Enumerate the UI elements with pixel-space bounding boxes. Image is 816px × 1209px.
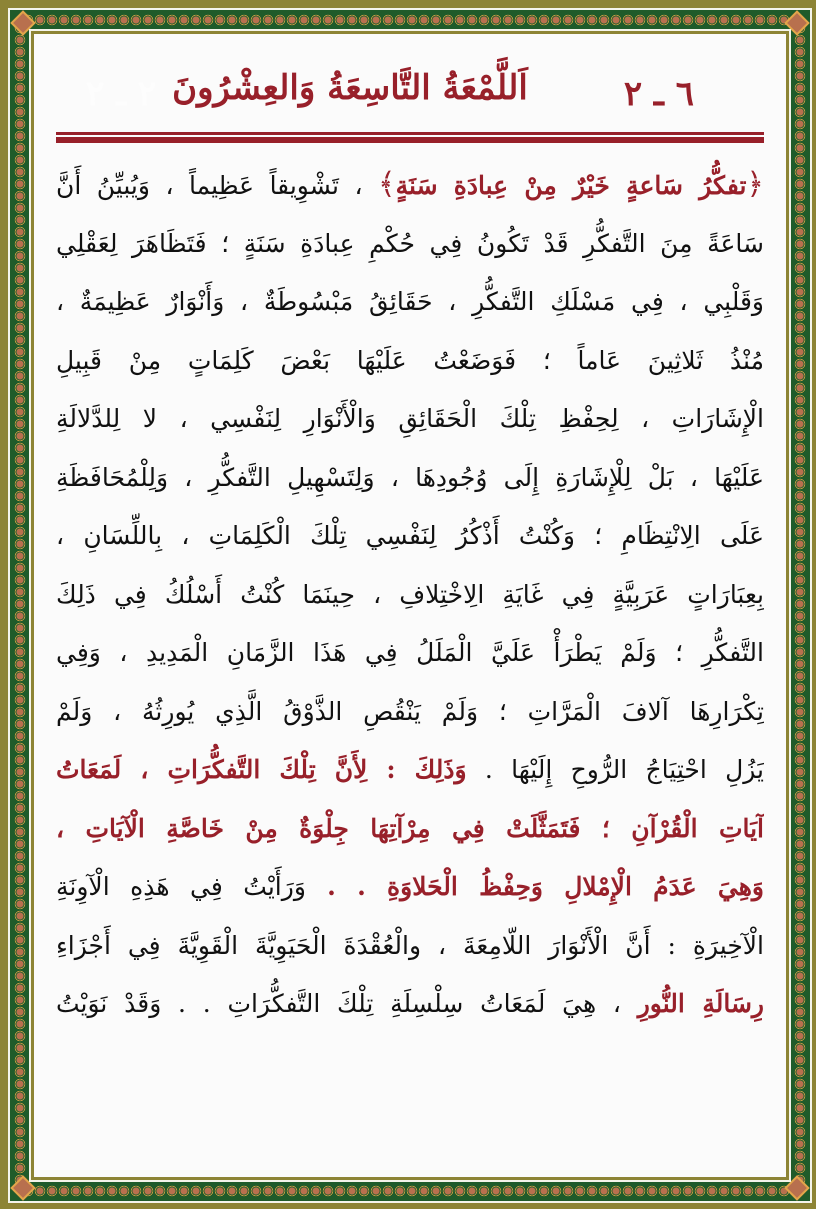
text-segment: الْإِشَارَاتِ ، لِحِفْظِ تِلْكَ الْحَقَائِقِ وَالْأَنْوَارِ لِنَفْسِي ، لا لِلدَّلالَةِ [56, 404, 764, 433]
body-text [56, 156, 764, 1034]
text-line [56, 975, 764, 1034]
text-line [56, 156, 764, 215]
highlighted-phrase: تفكُّرُ سَاعةٍ خَيْرٌ مِنْ عِبادَةِ سَنَةٍ [395, 171, 747, 200]
ornamental-chain-right [793, 22, 807, 1189]
text-line [56, 332, 764, 391]
text-segment: يَزُلِ احْتِيَاجُ الرُّوحِ إِلَيْهَا . [466, 755, 764, 784]
ornamental-chain-left [13, 22, 27, 1189]
text-line [56, 215, 764, 274]
text-segment: عَلَيْهَا ، بَلْ لِلْإِشَارَةِ إِلَى وُجُودِهَا ، وَلِتَسْهِيلِ التَّفكُّرِ ، وَلِلْمُحَافَظَةِ [56, 462, 764, 492]
ghost-page-label: ٢ ـ ٢ [86, 74, 157, 114]
text-line [56, 917, 764, 976]
text-line [56, 741, 764, 800]
text-segment: وَقَلْبِي ، فِي مَسْلَكِ التَّفكُّرِ ، حَقَائِقُ مَبْسُوطَةٌ ، وَأَنْوَارٌ عَظِيمَةٌ ، [56, 287, 764, 316]
highlighted-phrase: وَذَلِكَ : لِأَنَّ تِلْكَ التَّفكُّرَاتِ ، لَمَعَاتُ [56, 755, 467, 784]
header-divider-thick [56, 137, 764, 143]
ornamental-chain-top [22, 13, 798, 27]
text-line [56, 858, 764, 917]
ornamental-bracket-icon: ﴾ [378, 167, 396, 202]
ornamental-chain-bottom [22, 1184, 798, 1198]
text-segment: ، هِيَ لَمَعَاتُ سِلْسِلَةِ تِلْكَ التَّفكُّرَاتِ . . وَقَدْ نَوَيْتُ [56, 989, 638, 1018]
text-segment: سَاعَةً مِنَ التَّفكُّرِ قَدْ تَكُونُ فِي حُكْمِ عِبادَةِ سَنَةٍ ؛ فَتَظَاهَرَ لِعَقْلِي [56, 228, 764, 258]
text-segment: وَرَأَيْتُ فِي هَذِهِ الْآوِنَةِ [56, 872, 306, 901]
text-segment: مُنْذُ ثَلاثِينَ عَاماً ؛ فَوَضَعْتُ عَلَيْهَا بَعْضَ كَلِمَاتٍ مِنْ قَبِيلِ [56, 345, 764, 375]
text-line [56, 683, 764, 742]
text-line [56, 566, 764, 625]
highlighted-phrase: آيَاتِ الْقُرْآنِ ؛ فَتَمَثَّلَتْ فِي مِرْآتِهَا جِلْوَةٌ مِنْ خَاصَّةِ الْآيَاتِ ، [56, 813, 764, 843]
text-segment: عَلَى الِانْتِظَامِ ؛ وَكُنْتُ أَذْكُرُ لِنَفْسِي تِلْكَ الْكَلِمَاتِ ، بِاللِّسَانِ ، [56, 521, 764, 550]
ornamental-bracket-icon: ﴿ [746, 167, 764, 202]
text-line [56, 390, 764, 449]
text-segment: ، تَشْوِيقاً عَظِيماً ، وَيُبيِّنُ أَنَّ [56, 171, 379, 200]
text-segment: بِعِبَارَاتٍ عَرَبِيَّةٍ فِي غَايَةِ الِاخْتِلافِ ، حِينَمَا كُنْتُ أَسْلُكُ فِي ذَلِكَ [56, 579, 764, 609]
text-line [56, 800, 764, 859]
header-divider-thin [56, 132, 764, 135]
text-line [56, 507, 764, 566]
text-line [56, 273, 764, 332]
text-segment: الْآخِيرَةِ : أَنَّ الْأَنْوَارَ اللّامِعَةَ ، والْعُقْدَةَ الْحَيَوِيَّةَ الْقَوِيَّةَ فِي أَجْزَاءِ [56, 930, 764, 960]
highlighted-phrase: رِسَالَةِ النُّورِ [637, 989, 764, 1018]
text-line [56, 449, 764, 508]
highlighted-phrase: وَهِيَ عَدَمُ الْإِمْلالِ وَحِفْظُ الْحَلاوَةِ . . [305, 872, 764, 901]
text-line [56, 624, 764, 683]
page-content [34, 34, 786, 1177]
page-number: ٦ ـ ٢ [623, 74, 694, 114]
text-segment: التَّفكُّرِ ؛ وَلَمْ يَطْرَأْ عَلَيَّ الْمَلَلُ فِي هَذَا الزَّمَانِ الْمَدِيدِ ، وَفِي [56, 638, 764, 667]
page-title: اَللَّمْعَةُ التَّاسِعَةُ وَالعِشْرُونَ [172, 68, 528, 108]
page-header [56, 46, 764, 126]
text-segment: تِكْرَارِهَا آلافَ الْمَرَّاتِ ؛ وَلَمْ يَنْقُصِ الذَّوْقُ الَّذِي يُورِثُهُ ، وَلَمْ [56, 696, 764, 726]
